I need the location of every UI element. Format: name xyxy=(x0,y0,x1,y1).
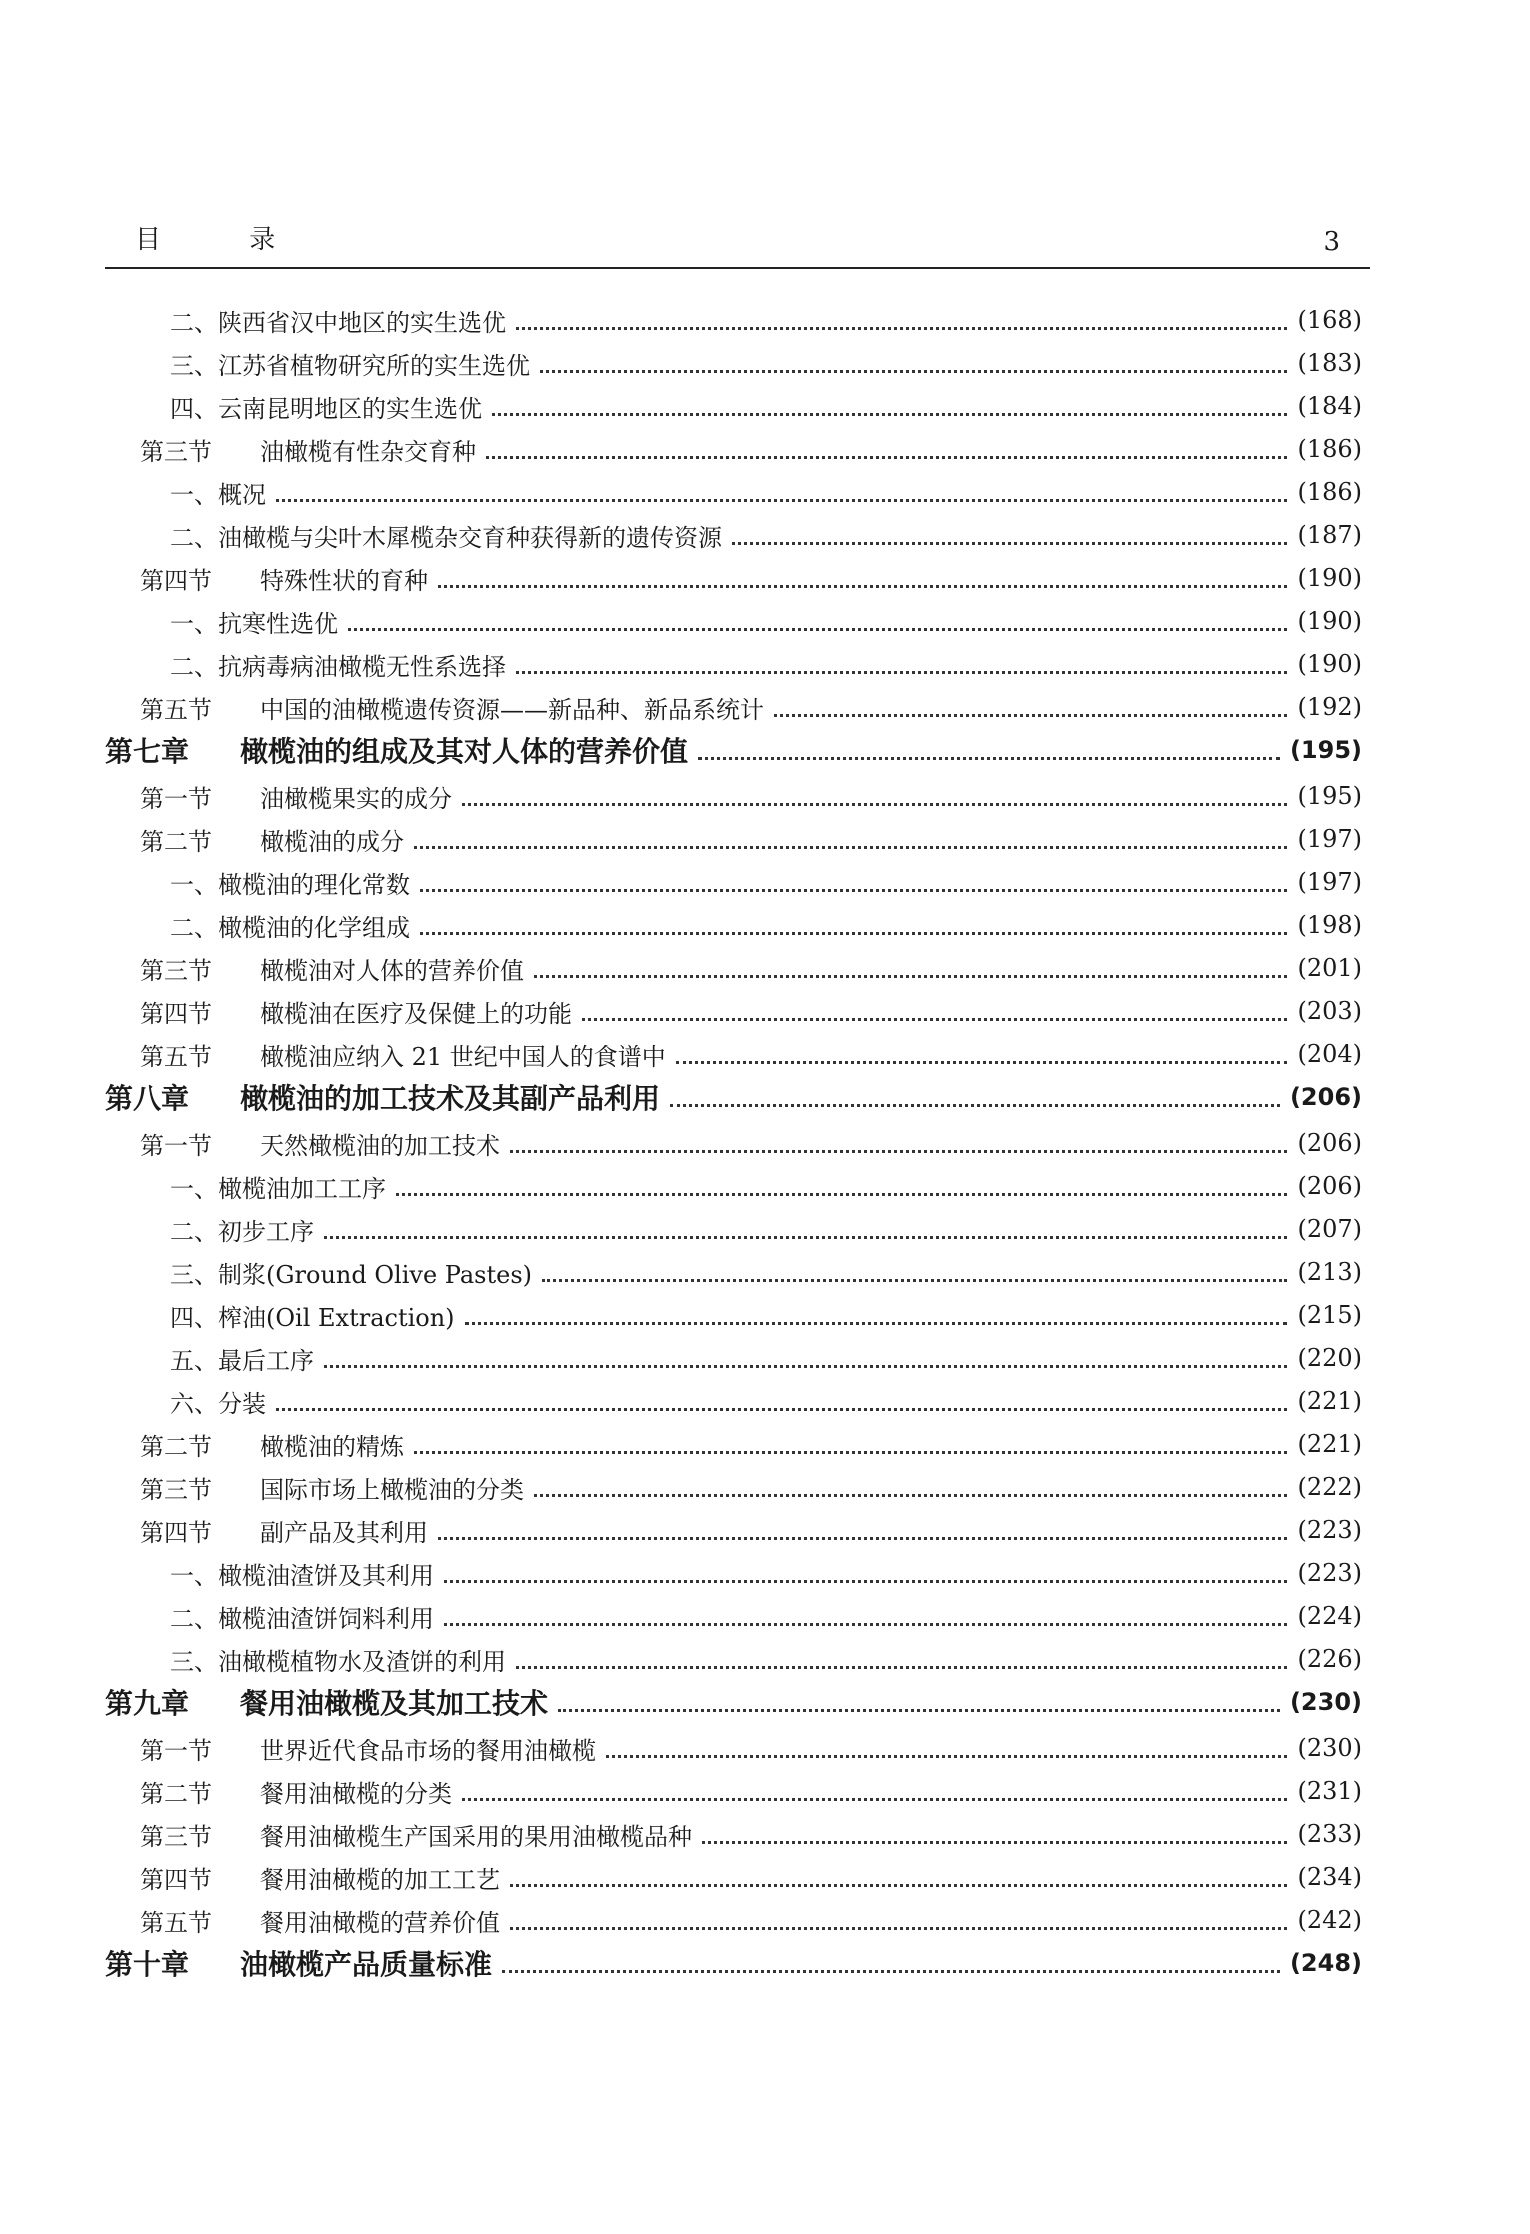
toc-entry-page: (234) xyxy=(1297,1863,1362,1891)
toc-entry-level-1 xyxy=(105,1682,1362,1722)
toc-entry-number: 第五节 xyxy=(140,1042,212,1071)
toc-entry-level-3 xyxy=(170,1553,1362,1593)
toc-entry-title: 橄榄油的加工技术及其副产品利用 xyxy=(240,1082,661,1115)
toc-entry-page: (201) xyxy=(1297,954,1362,982)
toc-entry-title: 中国的油橄榄遗传资源——新品种、新品系统计 xyxy=(260,695,764,724)
page-number: 3 xyxy=(1323,227,1340,257)
dot-leader xyxy=(510,1884,1287,1887)
toc-entry-title: 国际市场上橄榄油的分类 xyxy=(260,1475,524,1504)
dot-leader xyxy=(420,889,1287,892)
dot-leader xyxy=(438,585,1287,588)
toc-entry-title: 一、橄榄油渣饼及其利用 xyxy=(170,1561,434,1590)
toc-entry-number: 第五节 xyxy=(140,695,212,724)
toc-entry-level-2 xyxy=(140,1814,1362,1854)
dot-leader xyxy=(542,1279,1287,1282)
toc-entry-title: 餐用油橄榄的加工工艺 xyxy=(260,1865,500,1894)
toc-entry-level-2 xyxy=(140,429,1362,469)
toc-entry-number: 第九章 xyxy=(105,1687,190,1720)
toc-entry-page: (206) xyxy=(1297,1172,1362,1200)
dot-leader xyxy=(510,1150,1287,1153)
dot-leader xyxy=(582,1018,1287,1021)
page-header xyxy=(105,215,1370,269)
dot-leader xyxy=(486,456,1287,459)
toc-entry-page: (183) xyxy=(1297,349,1362,377)
toc-entry-page: (190) xyxy=(1297,650,1362,678)
toc-entry-title: 六、分装 xyxy=(170,1389,266,1418)
toc-entry-level-2 xyxy=(140,991,1362,1031)
toc-entry-title: 二、油橄榄与尖叶木犀榄杂交育种获得新的遗传资源 xyxy=(170,523,722,552)
dot-leader xyxy=(444,1580,1287,1583)
dot-leader xyxy=(414,1451,1287,1454)
toc-entry-level-2 xyxy=(140,1771,1362,1811)
dot-leader xyxy=(516,671,1287,674)
toc-entry-level-3 xyxy=(170,1381,1362,1421)
dot-leader xyxy=(702,1841,1287,1844)
toc-entry-page: (233) xyxy=(1297,1820,1362,1848)
dot-leader xyxy=(516,1666,1287,1669)
toc-entry-level-3 xyxy=(170,1639,1362,1679)
toc-entry-title: 四、榨油(Oil Extraction) xyxy=(170,1303,455,1332)
toc-entry-level-3 xyxy=(170,472,1362,512)
toc-entry-number: 第三节 xyxy=(140,1475,212,1504)
dot-leader xyxy=(438,1537,1287,1540)
toc-entry-level-3 xyxy=(170,1166,1362,1206)
toc-entry-title: 一、橄榄油的理化常数 xyxy=(170,870,410,899)
toc-entry-level-3 xyxy=(170,1596,1362,1636)
toc-entry-level-2 xyxy=(140,1728,1362,1768)
toc-entry-page: (222) xyxy=(1297,1473,1362,1501)
toc-entry-title: 副产品及其利用 xyxy=(260,1518,428,1547)
toc-entry-number: 第一节 xyxy=(140,1736,212,1765)
toc-entry-title: 二、橄榄油渣饼饲料利用 xyxy=(170,1604,434,1633)
toc-entry-level-3 xyxy=(170,515,1362,555)
toc-entry-title: 天然橄榄油的加工技术 xyxy=(260,1131,500,1160)
toc-entry-title: 一、橄榄油加工工序 xyxy=(170,1174,386,1203)
toc-entry-page: (184) xyxy=(1297,392,1362,420)
toc-entry-level-3 xyxy=(170,644,1362,684)
toc-entry-title: 橄榄油的精炼 xyxy=(260,1432,404,1461)
toc-entry-page: (190) xyxy=(1297,564,1362,592)
toc-entry-level-1 xyxy=(105,730,1362,770)
toc-entry-number: 第八章 xyxy=(105,1082,190,1115)
toc-entry-level-2 xyxy=(140,1900,1362,1940)
toc-entry-page: (223) xyxy=(1297,1559,1362,1587)
dot-leader xyxy=(324,1365,1287,1368)
toc-entry-level-3 xyxy=(170,1338,1362,1378)
toc-entry-level-2 xyxy=(140,1424,1362,1464)
toc-entry-title: 世界近代食品市场的餐用油橄榄 xyxy=(260,1736,596,1765)
toc-entry-level-3 xyxy=(170,905,1362,945)
toc-entry-page: (197) xyxy=(1297,868,1362,896)
toc-entry-level-2 xyxy=(140,558,1362,598)
dot-leader xyxy=(420,932,1287,935)
dot-leader xyxy=(676,1061,1288,1064)
dot-leader xyxy=(324,1236,1287,1239)
toc-entry-number: 第二节 xyxy=(140,827,212,856)
toc-entry-title: 橄榄油在医疗及保健上的功能 xyxy=(260,999,572,1028)
header-title: 目 录 xyxy=(135,225,316,255)
toc-entry-page: (242) xyxy=(1297,1906,1362,1934)
toc-entry-page: (231) xyxy=(1297,1777,1362,1805)
toc-entry-title: 橄榄油的组成及其对人体的营养价值 xyxy=(240,735,689,768)
dot-leader xyxy=(465,1322,1288,1325)
toc-entry-level-3 xyxy=(170,300,1362,340)
toc-entry-level-3 xyxy=(170,386,1362,426)
toc-entry-title: 餐用油橄榄的营养价值 xyxy=(260,1908,500,1937)
dot-leader xyxy=(732,542,1287,545)
toc-entry-number: 第四节 xyxy=(140,1518,212,1547)
toc-entry-level-2 xyxy=(140,819,1362,859)
toc-entry-number: 第七章 xyxy=(105,735,190,768)
dot-leader xyxy=(534,975,1287,978)
toc-entry-page: (248) xyxy=(1289,1949,1362,1977)
toc-entry-page: (221) xyxy=(1297,1387,1362,1415)
toc-entry-number: 第四节 xyxy=(140,999,212,1028)
dot-leader xyxy=(540,370,1287,373)
dot-leader xyxy=(502,1970,1280,1973)
toc-entry-title: 油橄榄果实的成分 xyxy=(260,784,452,813)
toc-entry-level-1 xyxy=(105,1077,1362,1117)
dot-leader xyxy=(492,413,1287,416)
toc-entry-page: (204) xyxy=(1297,1040,1362,1068)
toc-entry-title: 橄榄油应纳入 21 世纪中国人的食谱中 xyxy=(260,1042,666,1071)
toc-entry-level-3 xyxy=(170,862,1362,902)
dot-leader xyxy=(670,1104,1280,1107)
toc-entry-title: 油橄榄产品质量标准 xyxy=(240,1948,493,1981)
toc-entry-page: (203) xyxy=(1297,997,1362,1025)
dot-leader xyxy=(510,1927,1287,1930)
toc-entry-page: (195) xyxy=(1289,736,1362,764)
toc-entry-title: 餐用油橄榄生产国采用的果用油橄榄品种 xyxy=(260,1822,692,1851)
toc-entry-page: (206) xyxy=(1289,1083,1362,1111)
toc-entry-page: (223) xyxy=(1297,1516,1362,1544)
toc-entry-title: 二、初步工序 xyxy=(170,1217,314,1246)
toc-entry-page: (192) xyxy=(1297,693,1362,721)
dot-leader xyxy=(698,757,1280,760)
toc-entry-level-2 xyxy=(140,1123,1362,1163)
toc-entry-number: 第四节 xyxy=(140,566,212,595)
toc-entry-number: 第三节 xyxy=(140,956,212,985)
toc-entry-page: (224) xyxy=(1297,1602,1362,1630)
toc-entry-level-2 xyxy=(140,1467,1362,1507)
toc-entry-number: 第一节 xyxy=(140,784,212,813)
toc-entry-number: 第二节 xyxy=(140,1779,212,1808)
toc-entry-page: (186) xyxy=(1297,435,1362,463)
dot-leader xyxy=(462,1798,1287,1801)
dot-leader xyxy=(414,846,1287,849)
toc-entry-page: (186) xyxy=(1297,478,1362,506)
toc-entry-title: 三、江苏省植物研究所的实生选优 xyxy=(170,351,530,380)
toc-entry-page: (226) xyxy=(1297,1645,1362,1673)
toc-entry-level-2 xyxy=(140,1510,1362,1550)
toc-entry-title: 一、抗寒性选优 xyxy=(170,609,338,638)
toc-entry-page: (213) xyxy=(1297,1258,1362,1286)
dot-leader xyxy=(276,499,1287,502)
toc-entry-title: 餐用油橄榄及其加工技术 xyxy=(240,1687,549,1720)
toc-entry-number: 第三节 xyxy=(140,1822,212,1851)
toc-entry-number: 第五节 xyxy=(140,1908,212,1937)
toc-entry-title: 三、油橄榄植物水及渣饼的利用 xyxy=(170,1647,506,1676)
toc-entry-level-3 xyxy=(170,1252,1362,1292)
dot-leader xyxy=(558,1709,1280,1712)
toc-entry-title: 橄榄油的成分 xyxy=(260,827,404,856)
toc-entry-page: (206) xyxy=(1297,1129,1362,1157)
toc-entry-title: 一、概况 xyxy=(170,480,266,509)
toc-entry-number: 第一节 xyxy=(140,1131,212,1160)
toc-entry-level-2 xyxy=(140,1034,1362,1074)
toc-entry-level-2 xyxy=(140,687,1362,727)
toc-entry-title: 三、制浆(Ground Olive Pastes) xyxy=(170,1260,533,1289)
dot-leader xyxy=(348,628,1287,631)
toc-entry-title: 四、云南昆明地区的实生选优 xyxy=(170,394,482,423)
toc-entry-page: (168) xyxy=(1297,306,1362,334)
toc-entry-page: (207) xyxy=(1297,1215,1362,1243)
toc-entry-number: 第三节 xyxy=(140,437,212,466)
toc-entry-level-2 xyxy=(140,1857,1362,1897)
dot-leader xyxy=(396,1193,1287,1196)
toc-entry-page: (187) xyxy=(1297,521,1362,549)
toc-entry-level-2 xyxy=(140,776,1362,816)
toc-entry-level-1 xyxy=(105,1943,1362,1983)
toc-entry-page: (221) xyxy=(1297,1430,1362,1458)
toc-entry-page: (190) xyxy=(1297,607,1362,635)
toc-entry-title: 特殊性状的育种 xyxy=(260,566,428,595)
toc-entry-title: 餐用油橄榄的分类 xyxy=(260,1779,452,1808)
dot-leader xyxy=(516,327,1287,330)
toc-entry-page: (197) xyxy=(1297,825,1362,853)
dot-leader xyxy=(774,714,1287,717)
toc-entry-page: (198) xyxy=(1297,911,1362,939)
toc-entry-level-2 xyxy=(140,948,1362,988)
toc-entry-level-3 xyxy=(170,1295,1362,1335)
toc-entry-page: (195) xyxy=(1297,782,1362,810)
toc-entry-title: 二、抗病毒病油橄榄无性系选择 xyxy=(170,652,506,681)
toc-entry-level-3 xyxy=(170,343,1362,383)
dot-leader xyxy=(606,1755,1287,1758)
dot-leader xyxy=(276,1408,1287,1411)
dot-leader xyxy=(462,803,1287,806)
toc-entry-title: 油橄榄有性杂交育种 xyxy=(260,437,476,466)
toc-entry-number: 第二节 xyxy=(140,1432,212,1461)
toc-entry-level-3 xyxy=(170,601,1362,641)
dot-leader xyxy=(444,1623,1287,1626)
dot-leader xyxy=(534,1494,1287,1497)
toc-entry-number: 第四节 xyxy=(140,1865,212,1894)
toc-entry-page: (220) xyxy=(1297,1344,1362,1372)
toc-entry-title: 橄榄油对人体的营养价值 xyxy=(260,956,524,985)
toc-entry-page: (215) xyxy=(1297,1301,1362,1329)
toc-entry-level-3 xyxy=(170,1209,1362,1249)
toc-entry-page: (230) xyxy=(1289,1688,1362,1716)
toc-entry-title: 二、陕西省汉中地区的实生选优 xyxy=(170,308,506,337)
toc-entry-page: (230) xyxy=(1297,1734,1362,1762)
toc-entry-title: 五、最后工序 xyxy=(170,1346,314,1375)
toc-entry-number: 第十章 xyxy=(105,1948,190,1981)
toc-entry-title: 二、橄榄油的化学组成 xyxy=(170,913,410,942)
